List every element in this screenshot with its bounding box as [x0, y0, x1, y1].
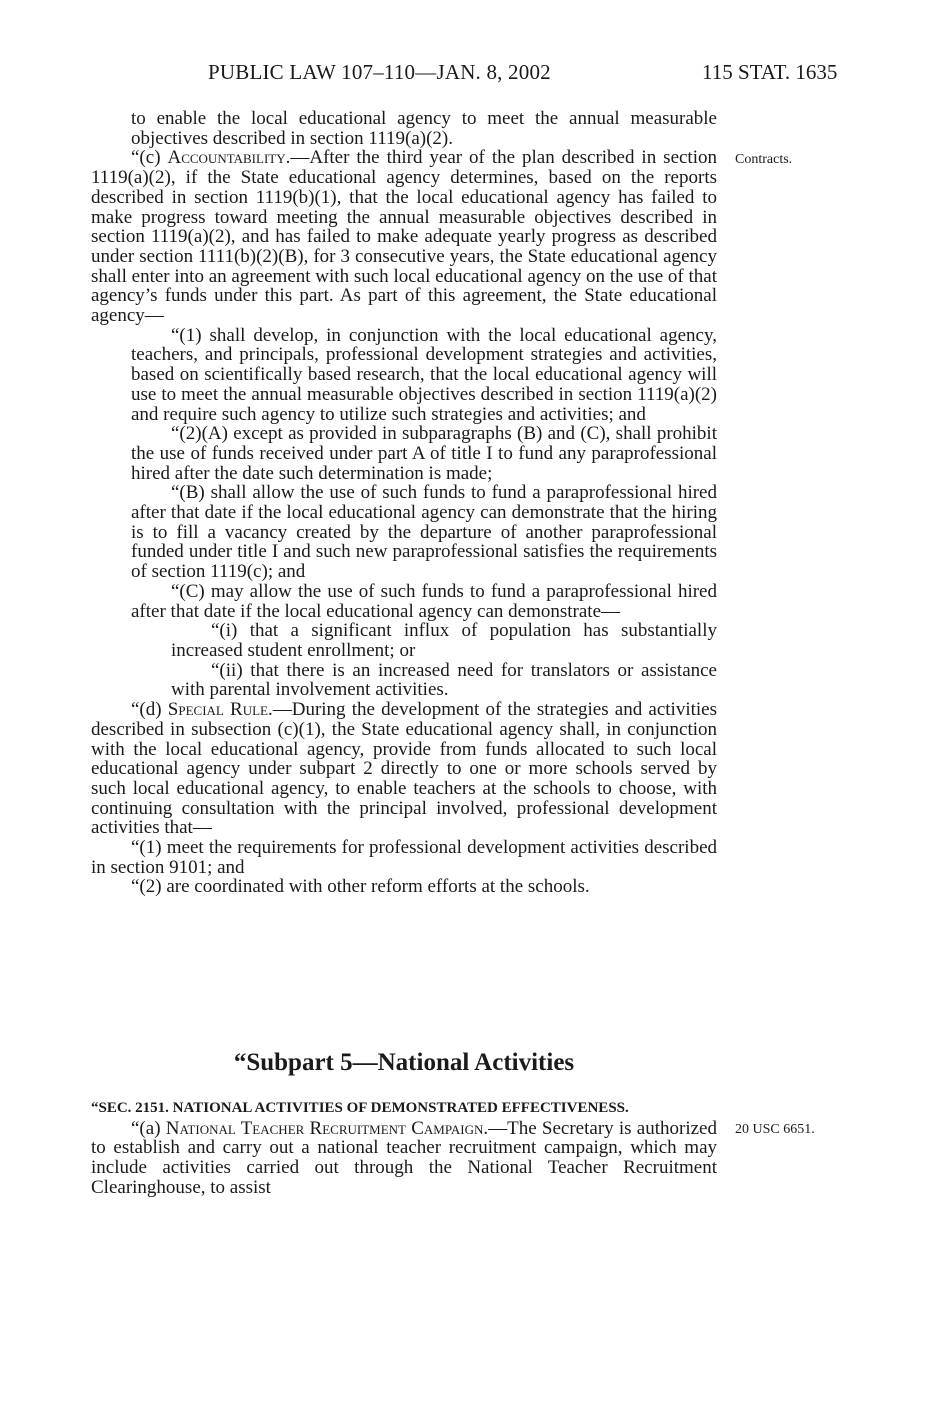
subsection-d-heading: Special Rule — [167, 699, 268, 721]
body-text — [91, 109, 717, 897]
subsection-a-heading: National Teacher Recruitment Campaign — [165, 1117, 484, 1139]
section-2151 — [91, 1099, 717, 1198]
paragraph-d-2: “(2) are coordinated with other reform efforts at the schools. — [131, 876, 590, 898]
subsection-c-heading: Accountability — [167, 147, 286, 169]
paragraph-c-2-b: “(B) shall allow the use of such funds to fund a paraprofessional hired after that date if the local educational agency can demonstrate that the hiring is to fill a vacancy created by the departure of another paraprofessional funded under title I and such new paraprofessional satisfies the requirements of section 1119(c); and — [131, 482, 717, 583]
section-heading: “SEC. 2151. NATIONAL ACTIVITIES OF DEMONSTRATED EFFECTIVENESS. — [91, 1100, 629, 1116]
subsection-a-text: .—The Secretary is authorized to establish and carry out a national teacher recruitment campaign, which may include activities carried out through the National Teacher Recruitment Clearinghouse, to assist — [91, 1117, 717, 1198]
paragraph-c-2-a: “(2)(A) except as provided in subparagraphs (B) and (C), shall prohibit the use of funds received under part A of title I to fund any paraprofessional hired after the date such determination is made; — [131, 423, 717, 484]
continued-paragraph: to enable the local educational agency to meet the annual measurable objectives described in section 1119(a)(2). — [131, 108, 717, 149]
margin-note-contracts: Contracts. — [735, 152, 793, 167]
clause-c-2-c-ii: “(ii) that there is an increased need for translators or assistance with parental involvement activities. — [171, 659, 717, 701]
paragraph-c-2-c: “(C) may allow the use of such funds to fund a paraprofessional hired after that date if the local educational agency can demonstrate— — [131, 580, 717, 622]
subsection-a-label: “(a) — [131, 1117, 166, 1139]
subsection-d-text: .—During the development of the strategies and activities described in subsection (c)(1), the State educational agency shall, in conjunction with the local educational agency, provide from funds allocated to such local educational agency under subpart 2 directly to one or more schools served by such local educational agency, to enable teachers at the schools to choose, with continuing consultation with the principal involved, professional development activities that— — [91, 699, 717, 839]
statute-page-number: 115 STAT. 1635 — [702, 60, 838, 84]
page-header — [0, 60, 946, 90]
paragraph-c-1: “(1) shall develop, in conjunction with the local educational agency, teachers, and principals, professional development strategies and activities, based on scientifically based research, that the local educational agency will use to meet the annual measurable objectives described in section 1119(a)(2) and require such agency to utilize such strategies and activities; and — [131, 324, 717, 425]
margin-note-usc-citation: 20 USC 6651. — [735, 1122, 815, 1137]
subsection-a — [91, 1119, 717, 1198]
subsection-c-label: “(c) — [131, 147, 168, 169]
subsection-d-label: “(d) — [131, 699, 168, 721]
running-head-title: PUBLIC LAW 107–110—JAN. 8, 2002 — [208, 60, 551, 84]
subpart-heading: “Subpart 5—National Activities — [233, 1049, 575, 1076]
paragraph-d-1: “(1) meet the requirements for professional development activities described in section 9101; and — [91, 837, 717, 878]
clause-c-2-c-i: “(i) that a significant influx of population has substantially increased student enrollment; or — [171, 620, 717, 661]
subsection-c — [91, 148, 717, 325]
subsection-c-text: .—After the third year of the plan described in section 1119(a)(2), if the State educational agency determines, based on the reports described in section 1119(b)(1), that the local educational agency has failed to make progress toward meeting the annual measurable objectives described in section 1119(a)(2), and has failed to make adequate yearly progress as described under section 1111(b)(2)(B), for 3 consecutive years, the State educational agency shall enter into an agreement with such local educational agency on the use of that agency’s funds under this part. As part of this agreement, the State educational agency— — [91, 147, 717, 327]
subsection-d — [91, 700, 717, 838]
